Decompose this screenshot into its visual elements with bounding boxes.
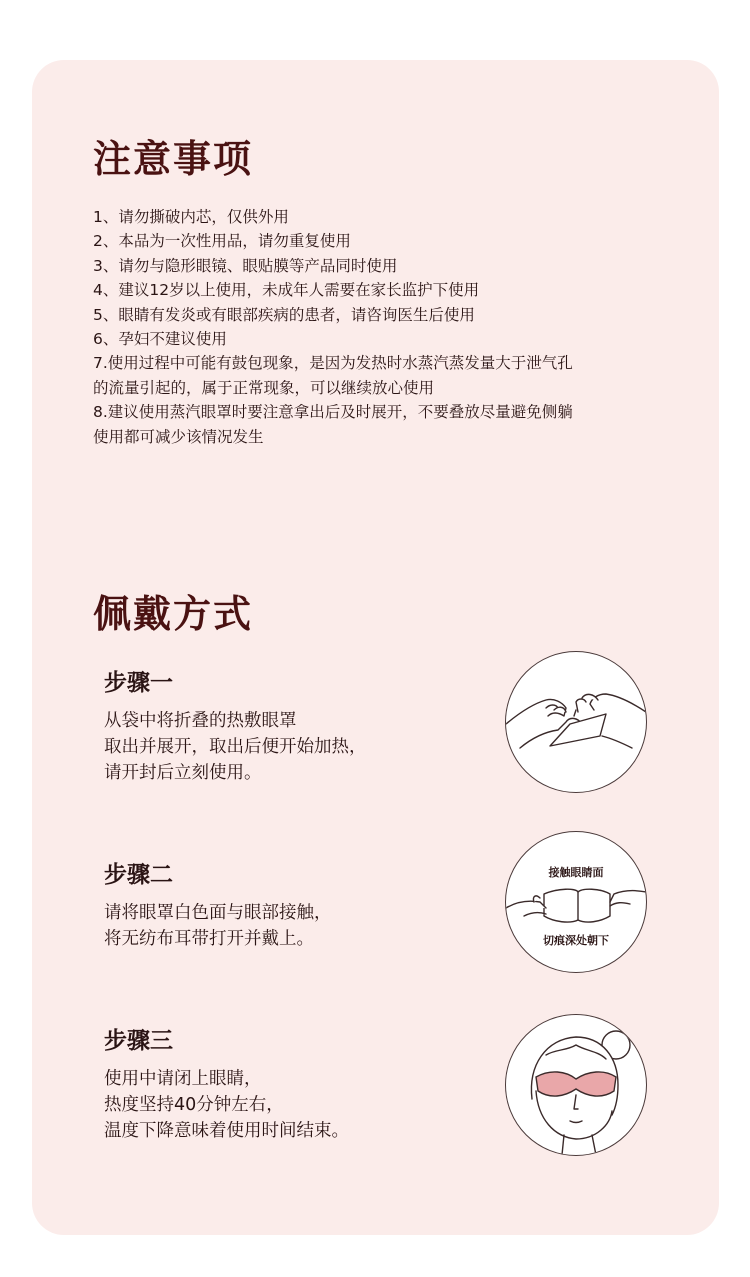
notice-item: 5、眼睛有发炎或有眼部疾病的患者，请咨询医生后使用 — [93, 305, 475, 324]
wearing-title: 佩戴方式 — [93, 592, 254, 636]
mask-orientation-icon — [505, 831, 647, 973]
notice-item: 6、孕妇不建议使用 — [93, 330, 227, 349]
notice-item: 使用都可减少该情况发生 — [93, 427, 264, 446]
notice-title: 注意事项 — [93, 137, 254, 181]
step-1-line: 从袋中将折叠的热敷眼罩 — [104, 711, 297, 731]
step-2-text — [104, 900, 332, 952]
notice-item: 1、请勿撕破内芯，仅供外用 — [93, 208, 289, 226]
notice-item: 的流量引起的，属于正常现象，可以继续放心使用 — [93, 378, 435, 397]
notice-item: 8.建议使用蒸汽眼罩时要注意拿出后及时展开，不要叠放尽量避免侧躺 — [93, 403, 573, 422]
step-1-text — [104, 708, 367, 786]
step-2-title: 步骤二 — [104, 862, 173, 888]
step-2-line: 请将眼罩白色面与眼部接触， — [104, 903, 332, 923]
step-3-title: 步骤三 — [104, 1028, 173, 1054]
step-3-line: 热度坚持40分钟左右， — [104, 1095, 284, 1115]
mask-bottom-label: 切痕深处朝下 — [543, 934, 609, 947]
step-1-line: 取出并展开，取出后便开始加热， — [104, 737, 367, 757]
step-1-title: 步骤一 — [104, 670, 173, 696]
step-1-line: 请开封后立刻使用。 — [104, 763, 262, 783]
step-3-line: 温度下降意味着使用时间结束。 — [104, 1121, 349, 1141]
woman-wearing-mask-icon — [505, 1014, 647, 1156]
step-3-line: 使用中请闭上眼睛， — [104, 1069, 262, 1089]
hands-unfold-icon — [505, 651, 647, 793]
mask-top-label: 接触眼睛面 — [548, 866, 604, 879]
notice-item: 4、建议12岁以上使用，未成年人需要在家长监护下使用 — [93, 281, 480, 300]
notice-item: 7.使用过程中可能有鼓包现象，是因为发热时水蒸汽蒸发量大于泄气孔 — [93, 354, 573, 373]
notice-item: 3、请勿与隐形眼镜、眼贴膜等产品同时使用 — [93, 256, 398, 275]
step-2-line: 将无纺布耳带打开并戴上。 — [104, 929, 314, 949]
notice-list — [93, 205, 693, 449]
notice-item: 2、本品为一次性用品，请勿重复使用 — [93, 232, 351, 251]
step-3-text — [104, 1066, 349, 1144]
